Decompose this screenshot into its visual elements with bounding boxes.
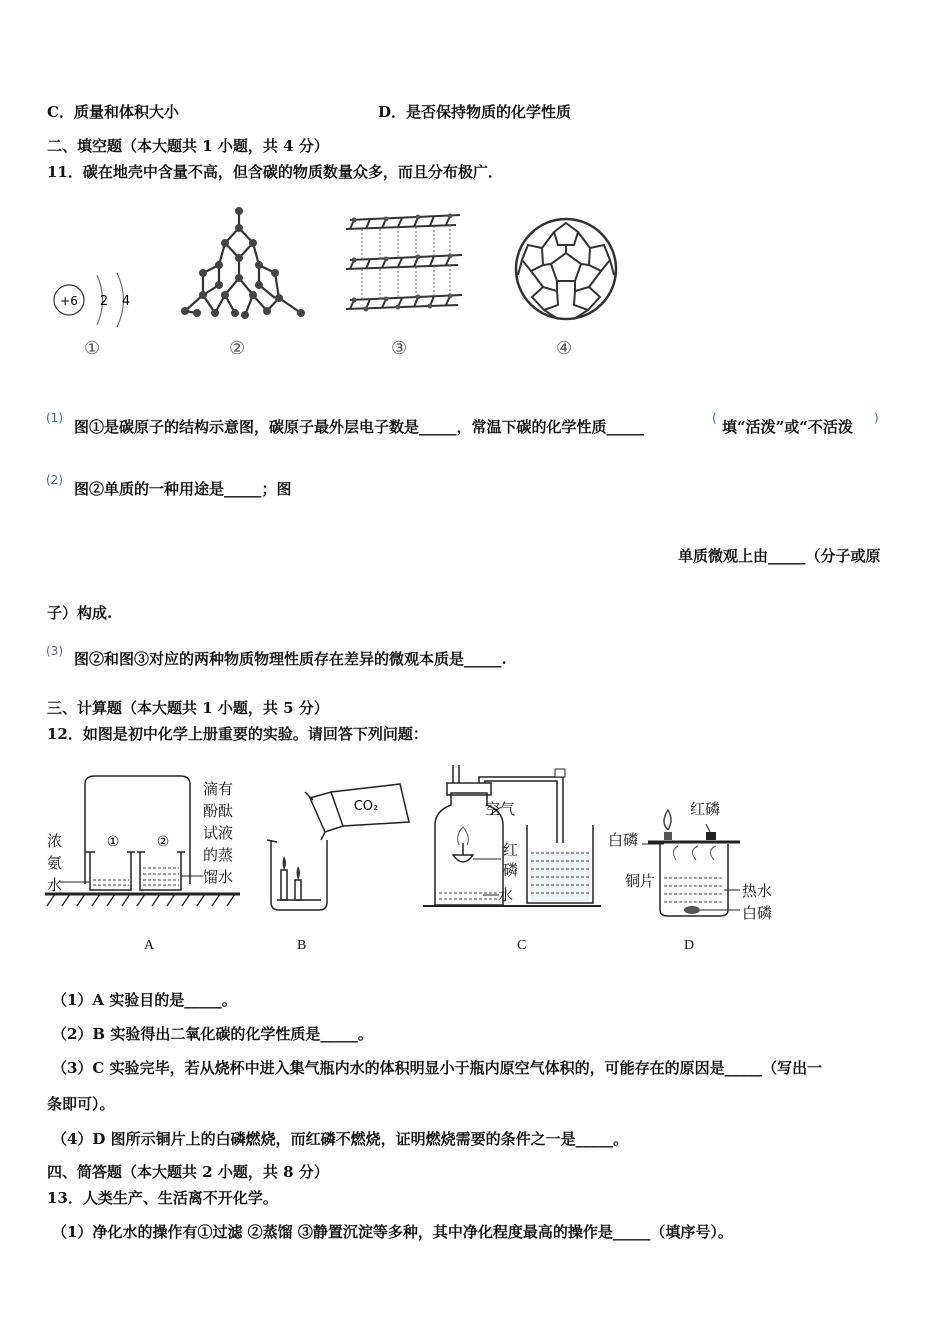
sub-question-2: 图②单质的一种用途是_____；图 (74, 480, 292, 498)
q12-item-3: （3）C 实验完毕，若从烧杯中进入集气瓶内水的体积明显小于瓶内原空气体积的，可能存在的原因是_____（写出一 (52, 1059, 823, 1077)
question-11-stem: 11．碳在地壳中含量不高，但含碳的物质数量众多，而且分布极广． (47, 163, 503, 181)
carbon-atom-diagram (50, 265, 145, 335)
figD-white-phosphorus-top: 白磷 (608, 831, 639, 849)
experiment-b-diagram (265, 780, 415, 915)
sub-question-1: 图①是碳原子的结构示意图，碳原子最外层电子数是_____，常温下碳的化学性质_____ (74, 418, 645, 436)
question-12-stem: 12．如图是初中化学上册重要的实验。请回答下列问题： (47, 725, 428, 743)
section-heading-fill: 二、填空题（本大题共 1 小题，共 4 分） (47, 137, 329, 155)
fig-label-1: ① (84, 338, 101, 358)
option-d: D．是否保持物质的化学性质 (378, 103, 572, 121)
q12-item-1: （1）A 实验目的是_____。 (52, 991, 237, 1009)
figD-caption: D (684, 938, 695, 953)
sub-question-2-cont: 子）构成. (47, 604, 113, 622)
figD-white-phosphorus-bottom: 白磷 (742, 904, 773, 922)
section-heading-short: 四、简答题（本大题共 2 小题，共 8 分） (47, 1163, 329, 1181)
sub-num-1-close: ) (874, 411, 879, 425)
figC-red-phosphorus: 红 磷 (503, 841, 519, 879)
shell-2-electrons: 4 (121, 294, 131, 309)
sub-num-3: (3) (46, 644, 63, 658)
figD-red-phosphorus: 红磷 (690, 800, 721, 818)
beaker-1-label: ① (106, 834, 120, 850)
graphite-structure (340, 205, 470, 330)
q12-item-3-cont: 条即可）。 (47, 1095, 115, 1113)
figD-copper: 铜片 (625, 872, 656, 890)
q13-item-1: （1）净化水的操作有①过滤 ②蒸馏 ③静置沉淀等多种，其中净化程度最高的操作是_____（填序号）。 (52, 1223, 733, 1241)
c60-fullerene (512, 215, 622, 325)
figC-water-label: 水 (498, 886, 514, 904)
fig-label-2: ② (229, 338, 246, 358)
sub-question-3: 图②和图③对应的两种物质物理性质存在差异的微观本质是_____. (74, 650, 507, 668)
figC-caption: C (517, 938, 527, 953)
sub-num-2: (2) (46, 473, 63, 487)
figD-hot-water: 热水 (742, 882, 773, 900)
figC-air-label: 空气 (485, 800, 516, 818)
beaker-2-label: ② (156, 834, 170, 850)
figA-left-label: 浓 氨 水 (47, 832, 63, 894)
figA-right-label: 滴有 酚酞 试液 的蒸 馏水 (203, 780, 234, 886)
diamond-structure (175, 203, 310, 328)
option-c: C．质量和体积大小 (47, 103, 179, 121)
sub-question-1-hint: 填“活泼”或“不活泼 (722, 418, 853, 436)
q12-item-4: （4）D 图所示铜片上的白磷燃烧，而红磷不燃烧，证明燃烧需要的条件之一是_____。 (52, 1130, 629, 1148)
q12-item-2: （2）B 实验得出二氧化碳的化学性质是_____。 (52, 1025, 373, 1043)
nucleus-charge: +6 (60, 294, 78, 308)
sub-num-1-paren: ( (712, 411, 717, 425)
figA-caption: A (144, 938, 155, 953)
fig-label-3: ③ (391, 338, 408, 358)
co2-label: CO₂ (353, 799, 379, 814)
sub-num-1: (1) (46, 411, 63, 425)
shell-1-electrons: 2 (99, 294, 109, 309)
fig-label-4: ④ (556, 338, 573, 358)
section-heading-calc: 三、计算题（本大题共 1 小题，共 5 分） (47, 699, 329, 717)
question-13-stem: 13．人类生产、生活离不开化学。 (47, 1189, 278, 1207)
sub-question-2-right: 单质微观上由_____（分子或原 (678, 547, 881, 565)
figB-caption: B (297, 938, 307, 953)
